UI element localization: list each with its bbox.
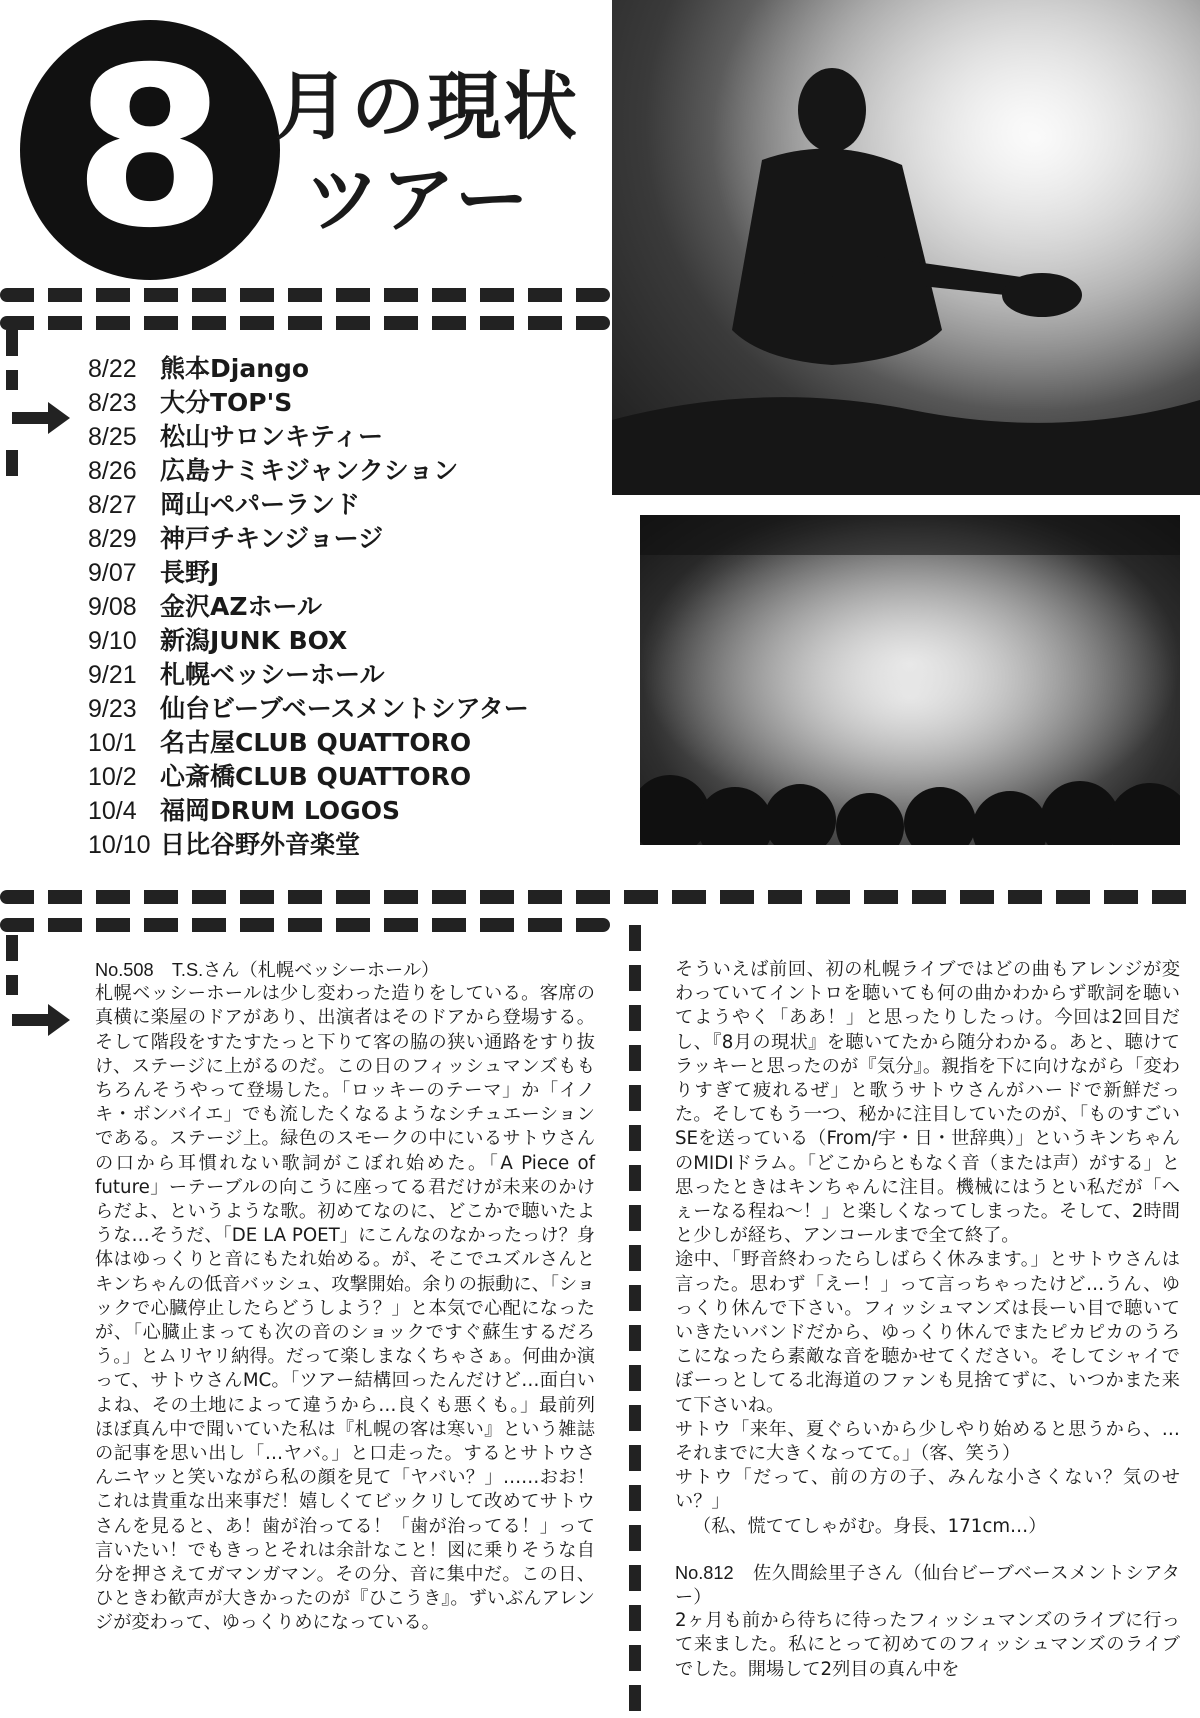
schedule-venue: 熊本Django — [160, 354, 310, 383]
report-left-column — [95, 958, 595, 1636]
schedule-venue: 松山サロンキティー — [160, 422, 384, 451]
dashed-vertical-schedule-2 — [6, 450, 18, 490]
report-heading: No.812 佐久間絵里子さん（仙台ビーブベースメントシアター） — [675, 1562, 1180, 1608]
dashed-divider-top-2 — [0, 316, 610, 330]
schedule-item — [88, 386, 648, 420]
schedule-item — [88, 454, 648, 488]
schedule-date: 10/10 — [88, 831, 151, 859]
schedule-venue: 新潟JUNK BOX — [160, 626, 348, 655]
title-line2: ツアー — [305, 157, 531, 243]
report-right-column — [675, 958, 1180, 1682]
guitarist-silhouette-photo — [612, 0, 1200, 495]
tour-schedule-list — [88, 352, 648, 862]
schedule-venue: 日比谷野外音楽堂 — [160, 830, 361, 859]
schedule-item — [88, 624, 648, 658]
schedule-item — [88, 352, 648, 386]
schedule-item — [88, 658, 648, 692]
arrow-right-icon — [12, 1000, 72, 1040]
schedule-date: 8/22 — [88, 355, 137, 383]
schedule-date: 9/07 — [88, 559, 137, 587]
guitarist-silhouette-image — [612, 0, 1200, 495]
schedule-item — [88, 590, 648, 624]
stage-crowd-image — [640, 515, 1180, 845]
dashed-divider-mid-2 — [0, 918, 610, 932]
schedule-item — [88, 692, 648, 726]
report-heading: No.508 T.S.さん（札幌ベッシーホール） — [95, 960, 440, 980]
dashed-divider-mid — [0, 890, 1200, 904]
schedule-date: 10/2 — [88, 763, 137, 791]
report-paragraph: そういえば前回、初の札幌ライブではどの曲もアレンジが変わっていてイントロを聴いても何の曲かわからず歌詞を聴いてようやく「ああ！」と思ったりしたっけ。今回は2回目だし、『8月の現状』を聴いてたから随分わかる。あと、聴けてラッキーと思ったのが『気分』。親指を下に向けながら「変わりすぎて疲れるぜ」と歌うサトウさんがハードで新鮮だった。そしてもう一つ、秘かに注目していたのが、「ものすごいSEを送っている（From/宇・日・世辞典）」というキンちゃんのMIDIドラム。「どこからともなく音（または声）がする」と思ったときはキンちゃんに注目。機械にはうとい私だが「へぇーなる程ね〜！」と楽しくなってしまった。そして、2時間と少しが経ち、アンコールまで全て終了。 — [675, 959, 1180, 1247]
schedule-item — [88, 726, 648, 760]
schedule-item — [88, 522, 648, 556]
schedule-venue: 広島ナミキジャンクション — [160, 456, 459, 485]
title-line1: 月の現状 — [275, 64, 579, 150]
report-quote: サトウ「だって、前の方の子、みんな小さくない？気のせい？」 — [675, 1467, 1180, 1513]
schedule-venue: 福岡DRUM LOGOS — [160, 796, 400, 825]
schedule-venue: 心斎橋CLUB QUATTORO — [160, 762, 472, 791]
arrow-right-icon — [12, 398, 72, 438]
dashed-vertical-schedule — [6, 330, 18, 390]
schedule-date: 8/27 — [88, 491, 137, 519]
schedule-date: 10/4 — [88, 797, 137, 825]
schedule-item — [88, 488, 648, 522]
schedule-item — [88, 828, 648, 862]
schedule-venue: 札幌ベッシーホール — [160, 660, 385, 689]
dashed-vertical-column-divider — [629, 925, 641, 1715]
schedule-date: 8/23 — [88, 389, 137, 417]
dashed-vertical-report-left — [6, 935, 18, 995]
schedule-date: 8/25 — [88, 423, 137, 451]
report-aside: （私、慌ててしゃがむ。身長、171cm…） — [693, 1515, 1047, 1537]
schedule-item — [88, 420, 648, 454]
schedule-venue: 神戸チキンジョージ — [160, 524, 384, 553]
schedule-date: 9/08 — [88, 593, 137, 621]
schedule-venue: 大分TOP'S — [160, 388, 293, 417]
schedule-date: 9/21 — [88, 661, 137, 689]
stage-crowd-photo — [640, 515, 1180, 845]
title-number-badge — [20, 20, 280, 280]
schedule-date: 10/1 — [88, 729, 137, 757]
schedule-item — [88, 760, 648, 794]
title-number: 8 — [73, 20, 227, 276]
schedule-venue: 長野J — [160, 558, 220, 587]
schedule-date: 9/10 — [88, 627, 137, 655]
dashed-divider-top — [0, 288, 610, 302]
schedule-date: 9/23 — [88, 695, 137, 723]
schedule-venue: 名古屋CLUB QUATTORO — [160, 728, 472, 757]
schedule-venue: 仙台ビーブベースメントシアター — [160, 694, 529, 723]
report-quote: サトウ「来年、夏ぐらいから少しやり始めると思うから、…それまでに大きくなってて。」（客、笑う） — [675, 1418, 1180, 1465]
report-paragraph: 途中、「野音終わったらしばらく休みます。」とサトウさんは言った。思わず「えー！」って言っちゃったけど…うん、ゆっくり休んで下さい。フィッシュマンズは長ーい目で聴いていきたいバンドだから、ゆっくり休んでまたピカピカのうろこになったら素敵な音を聴かせてください。そしてシャイでぼーっとしてる北海道のファンも見捨てずに、いつかまた来て下さいね。 — [675, 1249, 1180, 1416]
schedule-date: 8/26 — [88, 457, 137, 485]
schedule-venue: 金沢AZホール — [160, 592, 322, 621]
schedule-date: 8/29 — [88, 525, 137, 553]
schedule-item — [88, 794, 648, 828]
schedule-item — [88, 556, 648, 590]
report-body: 札幌ベッシーホールは少し変わった造りをしている。客席の真横に楽屋のドアがあり、出演者はそのドアから登場する。そして階段をすたすたっと下りて客の脇の狭い通路をすり抜け、ステージに上がるのだ。この日のフィッシュマンズももちろんそうやって登場した。「ロッキーのテーマ」か「イノキ・ボンバイエ」でも流したくなるようなシチュエーションである。ステージ上。緑色のスモークの中にいるサトウさんの口から耳慣れない歌詞がこぼれ始めた。「A Piece of future」ーテーブルの向こうに座ってる君だけが未来のかけらだよ、というような歌。初めてなのに、どこかで聴いたような…そうだ、「DE LA POET」にこんなのなかったっけ？身体はゆっくりと音にもたれ始める。が、そこでユズルさんとキンちゃんの低音バッシュ、攻撃開始。余りの振動に、「ショックで心臓停止したらどうしよう？」と本気で心配になったが、「心臓止まっても次の音のショックですぐ蘇生するだろう。」とムリヤリ納得。だって楽しまなくちゃさぁ。何曲か演って、サトウさんMC。「ツアー結構回ったんだけど…面白いよね、その土地によって違うから…良くも悪くも。」最前列ほぼ真ん中で聞いていた私は『札幌の客は寒い』という雑誌の記事を思い出し「…ヤバ。」と口走った。するとサトウさんニヤッと笑いながら私の顔を見て「ヤバい？」……おお！これは貴重な出来事だ！嬉しくてビックリして改めてサトウさんを見ると、あ！歯が治ってる！「歯が治ってる！」って言いたい！でもきっとそれは余計なこと！図に乗りそうな自分を押さえてガマンガマン。その分、音に集中だ。この日、ひときわ歓声が大きかったのが『ひこうき』。ずいぶんアレンジが変わって、ゆっくりめになっている。 — [95, 983, 595, 1634]
schedule-venue: 岡山ペパーランド — [160, 490, 361, 519]
report-paragraph: 2ヶ月も前から待ちに待ったフィッシュマンズのライブに行って来ました。私にとって初めてのフィッシュマンズのライブでした。開場して2列目の真ん中を — [675, 1610, 1180, 1680]
